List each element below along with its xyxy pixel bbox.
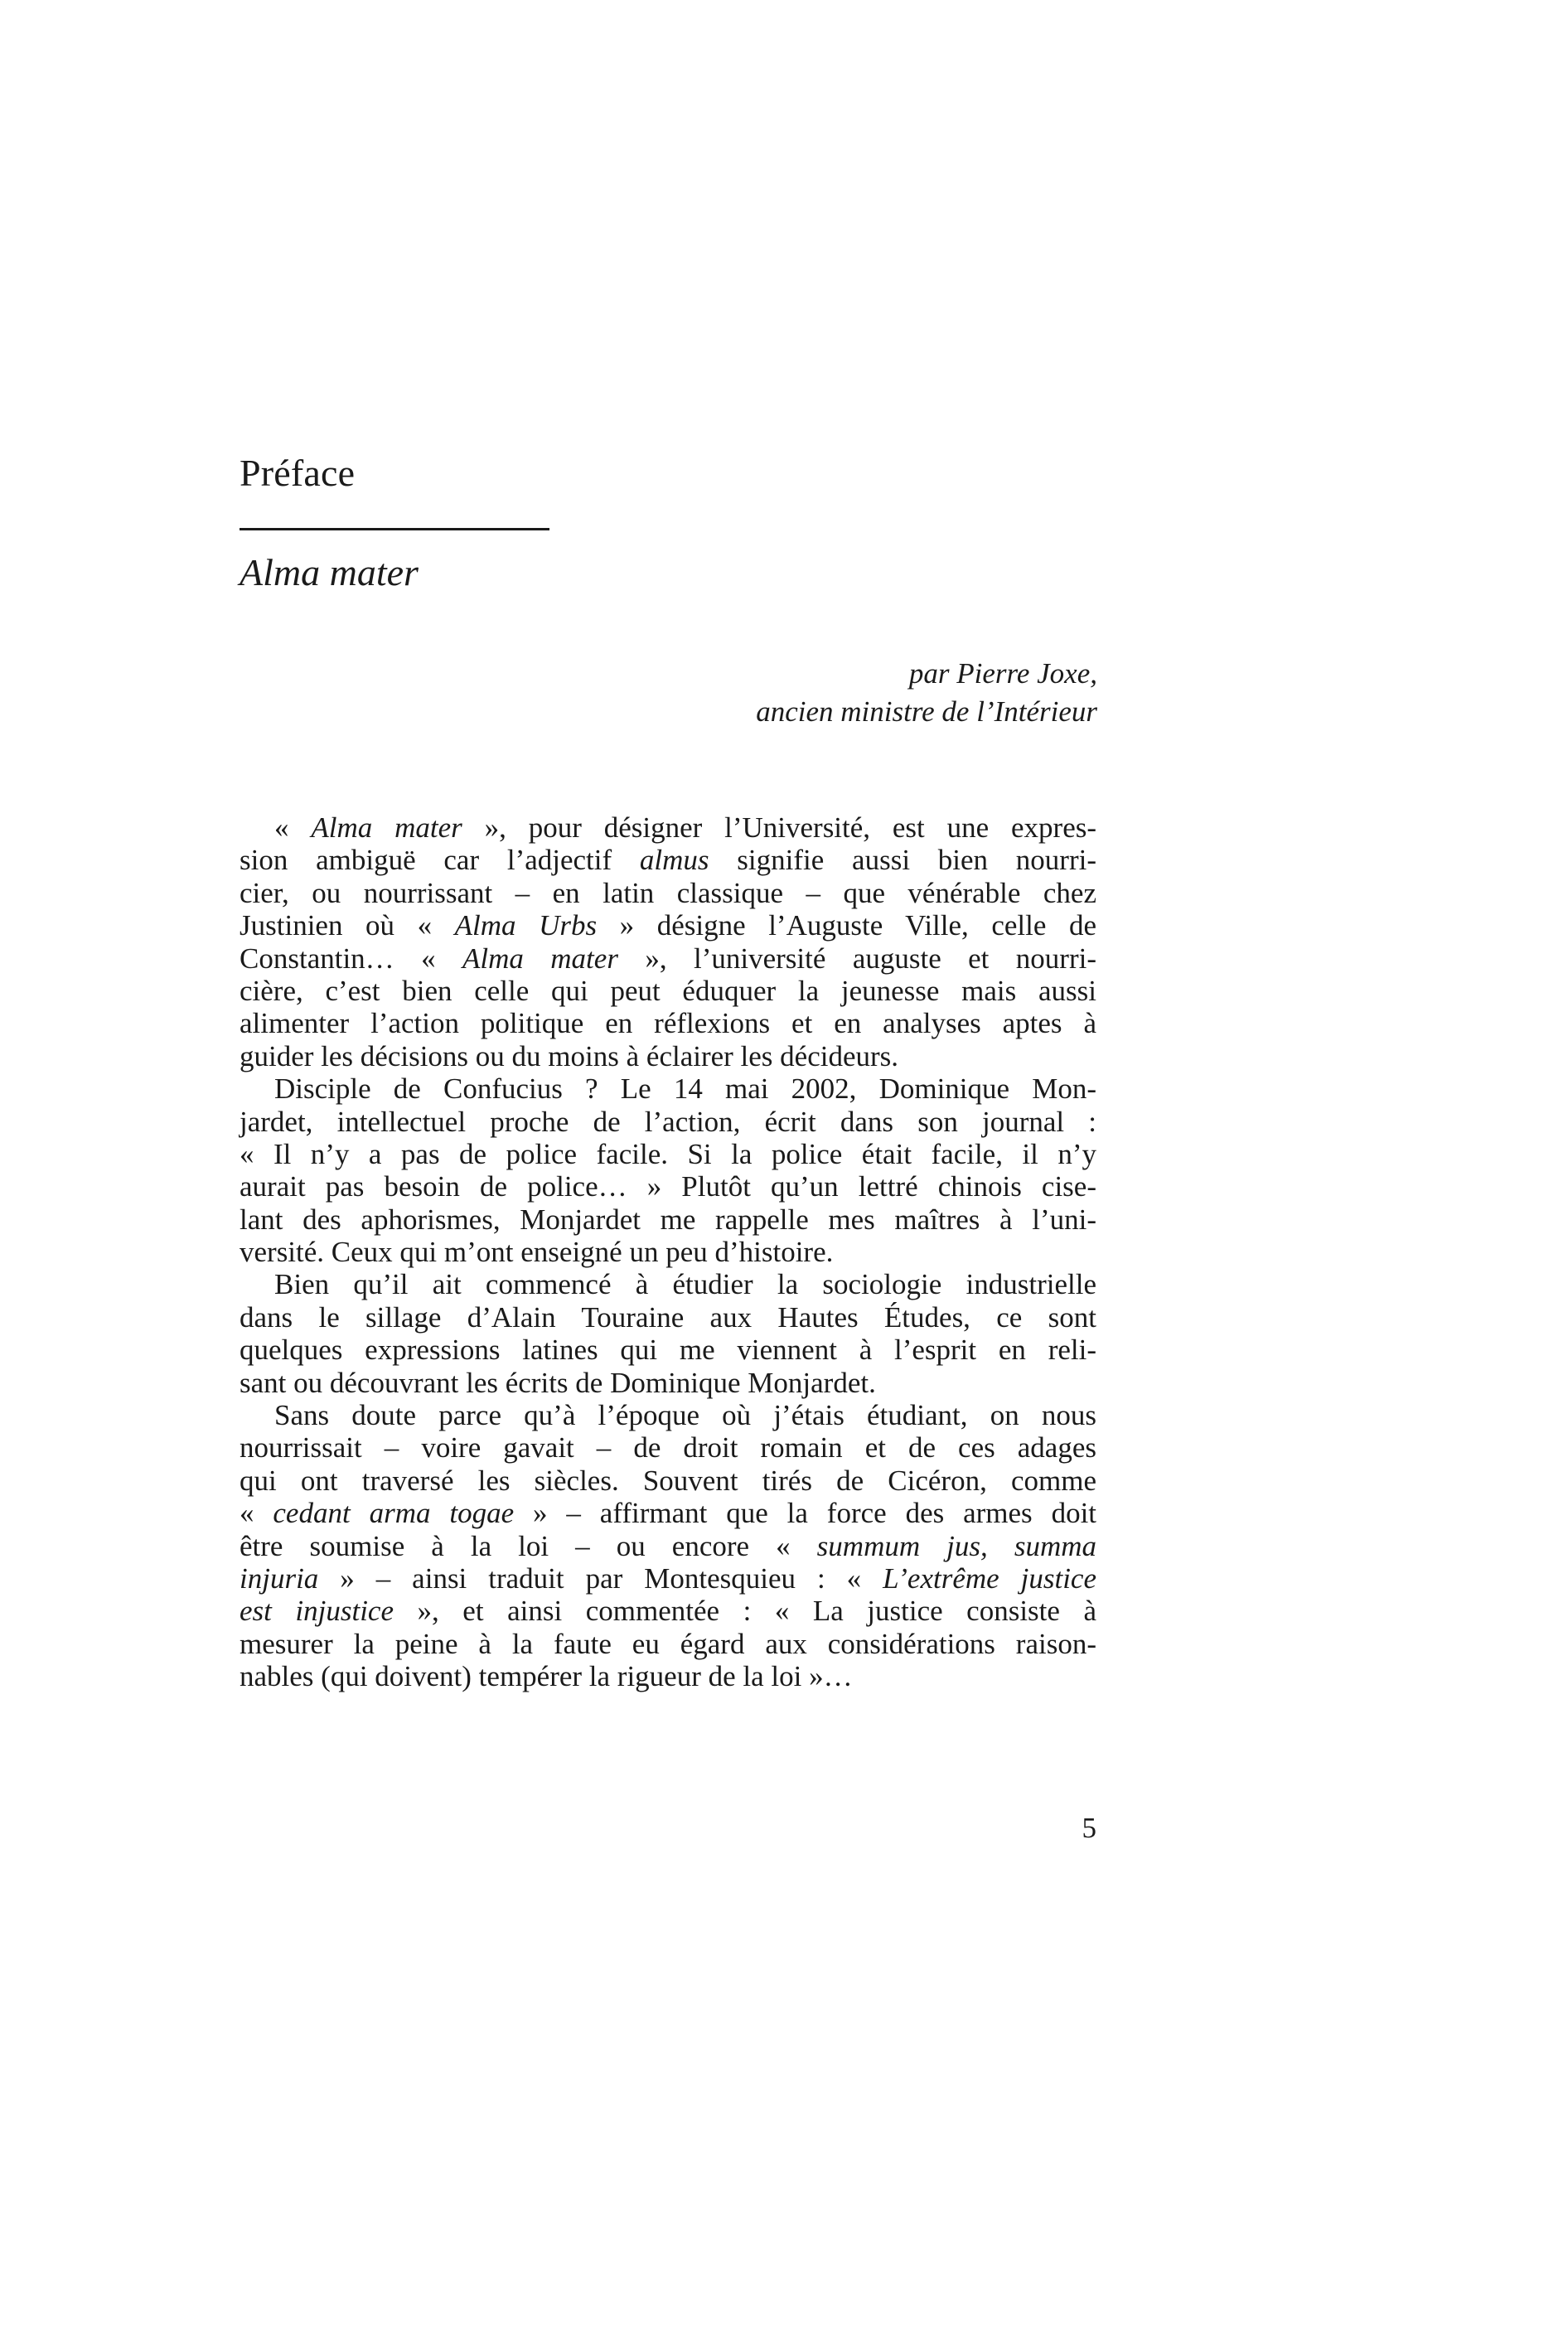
chapter-title: Alma mater — [240, 551, 419, 593]
byline-author: par Pierre Joxe, — [908, 657, 1097, 690]
paragraph — [240, 1399, 1096, 1693]
text-line: lant des aphorismes, Monjardet me rappelle mes maîtres à l’uni- — [240, 1203, 1096, 1236]
text-line: dans le sillage d’Alain Touraine aux Hautes Études, ce sont — [240, 1300, 1096, 1334]
latin-phrase: Alma mater — [462, 942, 618, 975]
paragraph — [240, 1072, 1096, 1268]
text-line: Bien qu’il ait commencé à étudier la sociologie industrielle — [274, 1268, 1096, 1301]
text-line: « Alma mater », pour désigner l’Université, est une expres- — [274, 811, 1097, 844]
page-number: 5 — [1082, 1812, 1096, 1844]
chapter-label: Préface — [240, 452, 356, 494]
text-line: sant ou découvrant les écrits de Dominique Monjardet. — [240, 1366, 876, 1399]
text-line: Disciple de Confucius ? Le 14 mai 2002, Dominique Mon- — [274, 1072, 1096, 1106]
text-line: cière, c’est bien celle qui peut éduquer la jeunesse mais aussi — [240, 974, 1096, 1007]
text-line: versité. Ceux qui m’ont enseigné un peu d’histoire. — [240, 1236, 834, 1269]
text-line: aurait pas besoin de police… » Plutôt qu’un lettré chinois cise- — [240, 1170, 1096, 1203]
text-line: nables (qui doivent) tempérer la rigueur de la loi »… — [240, 1660, 853, 1693]
text-line: est injustice », et ainsi commentée : « La justice consiste à — [240, 1595, 1097, 1628]
paragraph — [240, 811, 1096, 1072]
latin-phrase: est injustice — [240, 1595, 394, 1628]
text-line: mesurer la peine à la faute eu égard aux considérations raison- — [240, 1627, 1096, 1660]
text-line: qui ont traversé les siècles. Souvent tirés de Cicéron, comme — [240, 1464, 1096, 1497]
text-line: Constantin… « Alma mater », l’université auguste et nourri- — [240, 942, 1096, 975]
text-line: être soumise à la loi – ou encore « summum jus, summa — [240, 1529, 1096, 1562]
latin-phrase: cedant arma togae — [273, 1497, 515, 1530]
text-line: « Il n’y a pas de police facile. Si la police était facile, il n’y — [240, 1137, 1096, 1170]
text-line: alimenter l’action politique en réflexions et en analyses aptes à — [240, 1007, 1096, 1040]
text-line: quelques expressions latines qui me viennent à l’esprit en reli- — [240, 1334, 1096, 1367]
title-rule — [240, 528, 549, 530]
byline — [756, 655, 1097, 731]
text-line: nourrissait – voire gavait – de droit romain et de ces adages — [240, 1431, 1096, 1464]
paragraph — [240, 1268, 1096, 1399]
text-line: guider les décisions ou du moins à éclairer les décideurs. — [240, 1039, 899, 1072]
latin-phrase: injuria — [240, 1561, 319, 1595]
byline-role: ancien ministre de l’Intérieur — [756, 695, 1097, 728]
text-line: jardet, intellectuel proche de l’action, écrit dans son journal : — [240, 1105, 1096, 1138]
text-line: Justinien où « Alma Urbs » désigne l’Auguste Ville, celle de — [240, 909, 1096, 942]
latin-phrase: summum jus, summa — [816, 1529, 1096, 1562]
latin-phrase: L’extrême justice — [883, 1561, 1096, 1595]
text-line: sion ambiguë car l’adjectif almus signifie aussi bien nourri- — [240, 844, 1096, 877]
latin-phrase: Alma Urbs — [454, 909, 598, 942]
text-line: Sans doute parce qu’à l’époque où j’étais étudiant, on nous — [274, 1399, 1096, 1432]
text-line: cier, ou nourrissant – en latin classique – que vénérable chez — [240, 876, 1096, 909]
latin-phrase: almus — [639, 844, 709, 877]
text-line: injuria » – ainsi traduit par Montesquieu : « L’extrême justice — [240, 1561, 1096, 1595]
body-text — [240, 811, 1096, 1693]
latin-phrase: Alma mater — [311, 811, 462, 844]
text-line: « cedant arma togae » – affirmant que la force des armes doit — [240, 1497, 1097, 1530]
